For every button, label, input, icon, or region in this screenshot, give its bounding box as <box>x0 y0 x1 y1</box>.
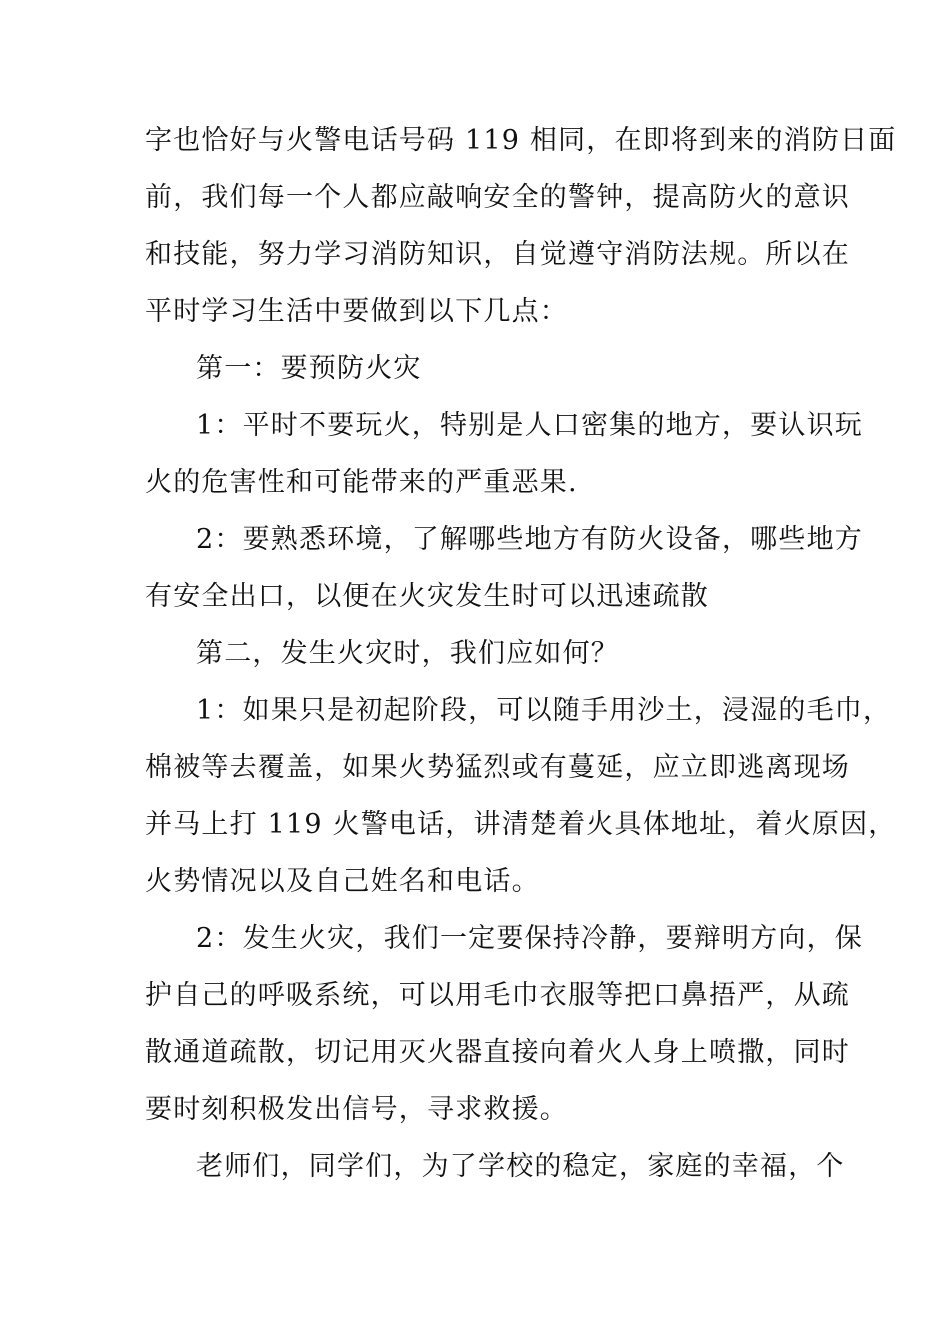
body-text-line: 有安全出口，以便在火灾发生时可以迅速疏散 <box>145 581 709 612</box>
section-heading-2: 第二，发生火灾时，我们应如何？ <box>196 638 619 669</box>
body-text-line: 2：发生火灾，我们一定要保持冷静，要辩明方向，保 <box>196 923 863 954</box>
body-text-line: 平时学习生活中要做到以下几点： <box>145 296 568 327</box>
body-text-line: 护自己的呼吸系统，可以用毛巾衣服等把口鼻捂严，从疏 <box>145 980 850 1011</box>
body-text-line: 1：平时不要玩火，特别是人口密集的地方，要认识玩 <box>196 410 863 441</box>
body-text-line: 要时刻积极发出信号，寻求救援。 <box>145 1094 568 1125</box>
body-text-line: 火的危害性和可能带来的严重恶果. <box>145 467 578 498</box>
body-text-line: 散通道疏散，切记用灭火器直接向着火人身上喷撒，同时 <box>145 1037 850 1068</box>
body-text-line: 前，我们每一个人都应敲响安全的警钟，提高防火的意识 <box>145 182 850 213</box>
body-text-line: 2：要熟悉环境，了解哪些地方有防火设备，哪些地方 <box>196 524 863 555</box>
body-text-line: 并马上打 119 火警电话，讲清楚着火具体地址，着火原因， <box>145 809 897 840</box>
body-text-line: 老师们，同学们，为了学校的稳定，家庭的幸福，个 <box>196 1151 845 1182</box>
body-text-line: 棉被等去覆盖，如果火势猛烈或有蔓延，应立即逃离现场 <box>145 752 850 783</box>
body-text-line: 字也恰好与火警电话号码 119 相同，在即将到来的消防日面 <box>145 125 897 156</box>
body-text-line: 火势情况以及自己姓名和电话。 <box>145 866 540 897</box>
section-heading-1: 第一：要预防火灾 <box>196 353 422 384</box>
body-text-line: 和技能，努力学习消防知识，自觉遵守消防法规。所以在 <box>145 239 850 270</box>
body-text-line: 1：如果只是初起阶段，可以随手用沙土，浸湿的毛巾， <box>196 695 892 726</box>
